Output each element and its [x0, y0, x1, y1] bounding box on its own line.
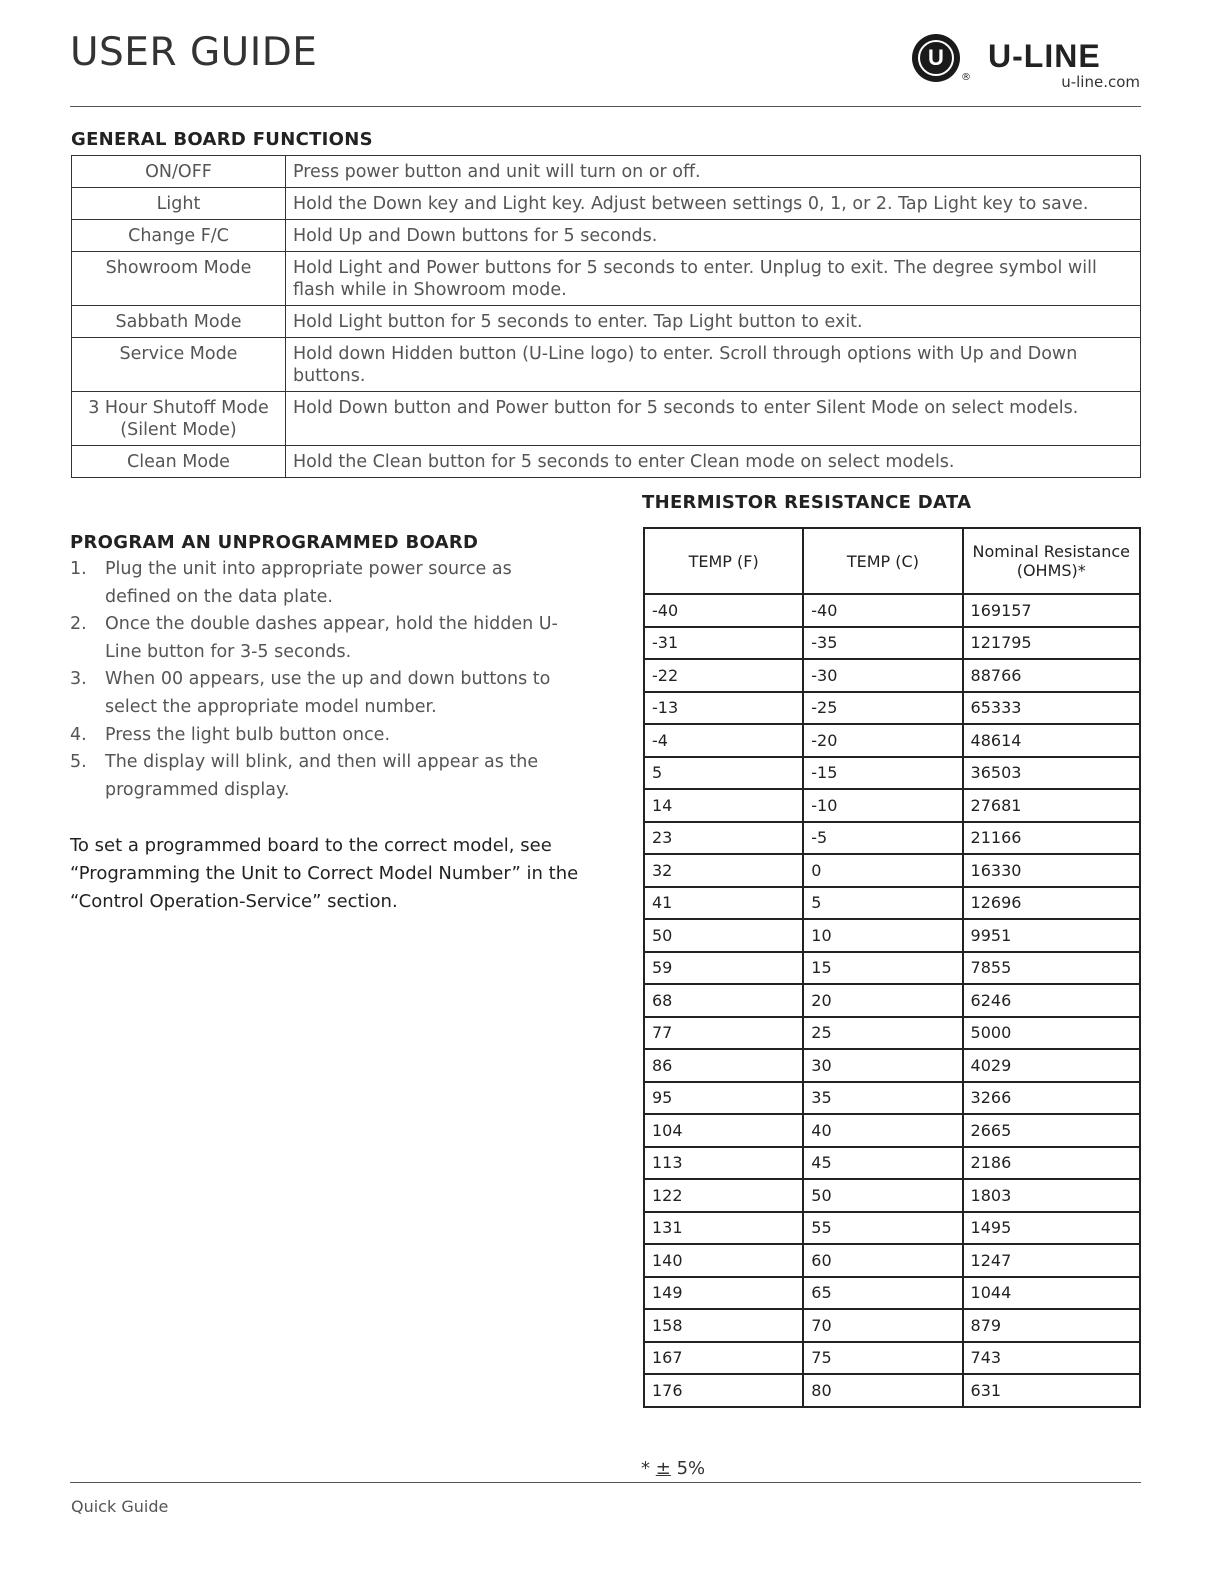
resistance-cell: 169157: [963, 594, 1140, 627]
list-item: [70, 749, 570, 804]
resistance-cell: 12696: [963, 887, 1140, 920]
step-text: Plug the unit into appropriate power source as defined on the data plate.: [105, 559, 512, 607]
resistance-cell: 3266: [963, 1082, 1140, 1115]
temp-f-cell: 5: [644, 757, 803, 790]
resistance-cell: 743: [963, 1342, 1140, 1375]
function-description: Hold the Clean button for 5 seconds to enter Clean mode on select models.: [286, 446, 1141, 478]
function-description: Press power button and unit will turn on or off.: [286, 156, 1141, 188]
temp-f-cell: 32: [644, 854, 803, 887]
temp-c-cell: -40: [803, 594, 962, 627]
footnote-plus-minus: ±: [655, 1458, 671, 1479]
table-row: [644, 627, 1140, 660]
table-row: [644, 1082, 1140, 1115]
temp-c-cell: 80: [803, 1374, 962, 1407]
resistance-cell: 1803: [963, 1179, 1140, 1212]
step-number: 3.: [70, 669, 87, 690]
function-name: Showroom Mode: [72, 252, 286, 306]
table-row: [644, 594, 1140, 627]
temp-c-cell: -35: [803, 627, 962, 660]
table-row: [72, 392, 1141, 446]
resistance-cell: 2665: [963, 1114, 1140, 1147]
footnote-star: *: [641, 1458, 650, 1479]
function-description: Hold Light button for 5 seconds to enter. Tap Light button to exit.: [286, 306, 1141, 338]
resistance-cell: 5000: [963, 1017, 1140, 1050]
resistance-cell: 36503: [963, 757, 1140, 790]
logo-wordmark: U-LINE: [988, 38, 1101, 74]
temp-f-cell: 86: [644, 1049, 803, 1082]
temp-f-cell: 59: [644, 952, 803, 985]
temp-c-cell: -20: [803, 724, 962, 757]
resistance-cell: 4029: [963, 1049, 1140, 1082]
step-number: 5.: [70, 752, 87, 773]
table-row: [644, 757, 1140, 790]
temp-c-cell: -10: [803, 789, 962, 822]
temp-c-cell: -5: [803, 822, 962, 855]
temp-f-cell: 77: [644, 1017, 803, 1050]
temp-f-cell: 23: [644, 822, 803, 855]
temp-f-cell: 158: [644, 1309, 803, 1342]
logo-mark: [912, 34, 960, 82]
table-row: [644, 1277, 1140, 1310]
col-header-temp-c: TEMP (C): [803, 528, 962, 594]
temp-f-cell: -22: [644, 659, 803, 692]
col-header-resistance: Nominal Resistance (OHMS)*: [963, 528, 1140, 594]
table-row: [644, 789, 1140, 822]
function-name: Change F/C: [72, 220, 286, 252]
thermistor-table: [643, 527, 1141, 1408]
step-number: 1.: [70, 559, 87, 579]
table-row: [644, 1017, 1140, 1050]
temp-f-cell: -40: [644, 594, 803, 627]
function-name: Light: [72, 188, 286, 220]
logo-letter: U: [918, 40, 954, 76]
function-description: Hold down Hidden button (U-Line logo) to enter. Scroll through options with Up and Down buttons.: [286, 338, 1141, 392]
table-row: [72, 220, 1141, 252]
temp-c-cell: 30: [803, 1049, 962, 1082]
function-description: Hold Light and Power buttons for 5 seconds to enter. Unplug to exit. The degree symbol will flash while in Showroom mode.: [286, 252, 1141, 306]
temp-f-cell: -31: [644, 627, 803, 660]
u-line-logo[interactable]: [912, 34, 1142, 94]
resistance-cell: 631: [963, 1374, 1140, 1407]
program-heading: PROGRAM AN UNPROGRAMMED BOARD: [70, 532, 479, 553]
thermistor-footnote: [641, 1458, 705, 1479]
footer-label: Quick Guide: [71, 1497, 169, 1516]
temp-c-cell: -30: [803, 659, 962, 692]
table-row: [644, 659, 1140, 692]
temp-f-cell: 14: [644, 789, 803, 822]
list-item: [70, 556, 570, 611]
temp-f-cell: 50: [644, 919, 803, 952]
temp-f-cell: 41: [644, 887, 803, 920]
temp-f-cell: 68: [644, 984, 803, 1017]
resistance-cell: 1495: [963, 1212, 1140, 1245]
temp-f-cell: 176: [644, 1374, 803, 1407]
resistance-cell: 16330: [963, 854, 1140, 887]
temp-c-cell: 55: [803, 1212, 962, 1245]
temp-f-cell: 149: [644, 1277, 803, 1310]
table-row: [644, 1049, 1140, 1082]
resistance-cell: 6246: [963, 984, 1140, 1017]
temp-c-cell: 35: [803, 1082, 962, 1115]
step-number: 2.: [70, 614, 87, 635]
temp-c-cell: 10: [803, 919, 962, 952]
function-name: ON/OFF: [72, 156, 286, 188]
temp-f-cell: 104: [644, 1114, 803, 1147]
col-header-temp-f: TEMP (F): [644, 528, 803, 594]
resistance-cell: 121795: [963, 627, 1140, 660]
table-row: [644, 1114, 1140, 1147]
function-description: Hold the Down key and Light key. Adjust between settings 0, 1, or 2. Tap Light key to save.: [286, 188, 1141, 220]
header-divider: [70, 106, 1141, 107]
table-row: [644, 1179, 1140, 1212]
page-title: USER GUIDE: [70, 30, 318, 75]
thermistor-header-row: [644, 528, 1140, 594]
registered-mark: ®: [961, 72, 971, 83]
temp-c-cell: 60: [803, 1244, 962, 1277]
list-item: [70, 666, 570, 721]
temp-c-cell: 5: [803, 887, 962, 920]
temp-c-cell: -25: [803, 692, 962, 725]
website-url[interactable]: u-line.com: [1061, 73, 1140, 91]
temp-c-cell: 75: [803, 1342, 962, 1375]
list-item: [70, 722, 570, 750]
function-name: Sabbath Mode: [72, 306, 286, 338]
temp-c-cell: 20: [803, 984, 962, 1017]
table-row: [644, 854, 1140, 887]
step-number: 4.: [70, 724, 87, 745]
table-row: [644, 1244, 1140, 1277]
temp-c-cell: -15: [803, 757, 962, 790]
table-row: [644, 1212, 1140, 1245]
temp-c-cell: 45: [803, 1147, 962, 1180]
step-text: Press the light bulb button once.: [105, 724, 391, 745]
temp-c-cell: 40: [803, 1114, 962, 1147]
resistance-cell: 27681: [963, 789, 1140, 822]
table-row: [644, 724, 1140, 757]
program-note: To set a programmed board to the correct model, see “Programming the Unit to Correct Model Number” in the “Control Operation-Service” section.: [70, 835, 579, 912]
temp-c-cell: 0: [803, 854, 962, 887]
temp-c-cell: 25: [803, 1017, 962, 1050]
footer-divider: [70, 1482, 1141, 1483]
table-row: [644, 692, 1140, 725]
step-text: When 00 appears, use the up and down buttons to select the appropriate model number.: [105, 669, 551, 717]
table-row: [72, 188, 1141, 220]
step-text: Once the double dashes appear, hold the hidden U-Line button for 3-5 seconds.: [105, 614, 558, 662]
table-row: [644, 919, 1140, 952]
resistance-cell: 1044: [963, 1277, 1140, 1310]
table-row: [644, 984, 1140, 1017]
resistance-cell: 1247: [963, 1244, 1140, 1277]
temp-c-cell: 50: [803, 1179, 962, 1212]
resistance-cell: 9951: [963, 919, 1140, 952]
function-description: Hold Down button and Power button for 5 seconds to enter Silent Mode on select models.: [286, 392, 1141, 446]
temp-c-cell: 15: [803, 952, 962, 985]
function-name: Service Mode: [72, 338, 286, 392]
resistance-cell: 65333: [963, 692, 1140, 725]
function-description: Hold Up and Down buttons for 5 seconds.: [286, 220, 1141, 252]
temp-f-cell: 122: [644, 1179, 803, 1212]
table-row: [644, 952, 1140, 985]
footnote-value: 5%: [676, 1458, 706, 1479]
temp-f-cell: 140: [644, 1244, 803, 1277]
table-row: [72, 306, 1141, 338]
temp-f-cell: -13: [644, 692, 803, 725]
program-steps-list: [70, 556, 570, 804]
general-board-table: [71, 155, 1141, 478]
function-name: 3 Hour Shutoff Mode (Silent Mode): [72, 392, 286, 446]
thermistor-heading: THERMISTOR RESISTANCE DATA: [642, 492, 972, 513]
step-text: The display will blink, and then will appear as the programmed display.: [105, 752, 539, 800]
temp-f-cell: 167: [644, 1342, 803, 1375]
resistance-cell: 2186: [963, 1147, 1140, 1180]
table-row: [72, 338, 1141, 392]
resistance-cell: 21166: [963, 822, 1140, 855]
temp-c-cell: 70: [803, 1309, 962, 1342]
resistance-cell: 88766: [963, 659, 1140, 692]
table-row: [644, 822, 1140, 855]
table-row: [72, 156, 1141, 188]
resistance-cell: 48614: [963, 724, 1140, 757]
table-row: [644, 887, 1140, 920]
temp-c-cell: 65: [803, 1277, 962, 1310]
temp-f-cell: 113: [644, 1147, 803, 1180]
list-item: [70, 611, 570, 666]
table-row: [644, 1374, 1140, 1407]
table-row: [644, 1147, 1140, 1180]
temp-f-cell: -4: [644, 724, 803, 757]
resistance-cell: 7855: [963, 952, 1140, 985]
function-name: Clean Mode: [72, 446, 286, 478]
table-row: [72, 252, 1141, 306]
temp-f-cell: 95: [644, 1082, 803, 1115]
temp-f-cell: 131: [644, 1212, 803, 1245]
table-row: [644, 1309, 1140, 1342]
table-row: [72, 446, 1141, 478]
resistance-cell: 879: [963, 1309, 1140, 1342]
general-board-heading: GENERAL BOARD FUNCTIONS: [71, 129, 373, 150]
table-row: [644, 1342, 1140, 1375]
